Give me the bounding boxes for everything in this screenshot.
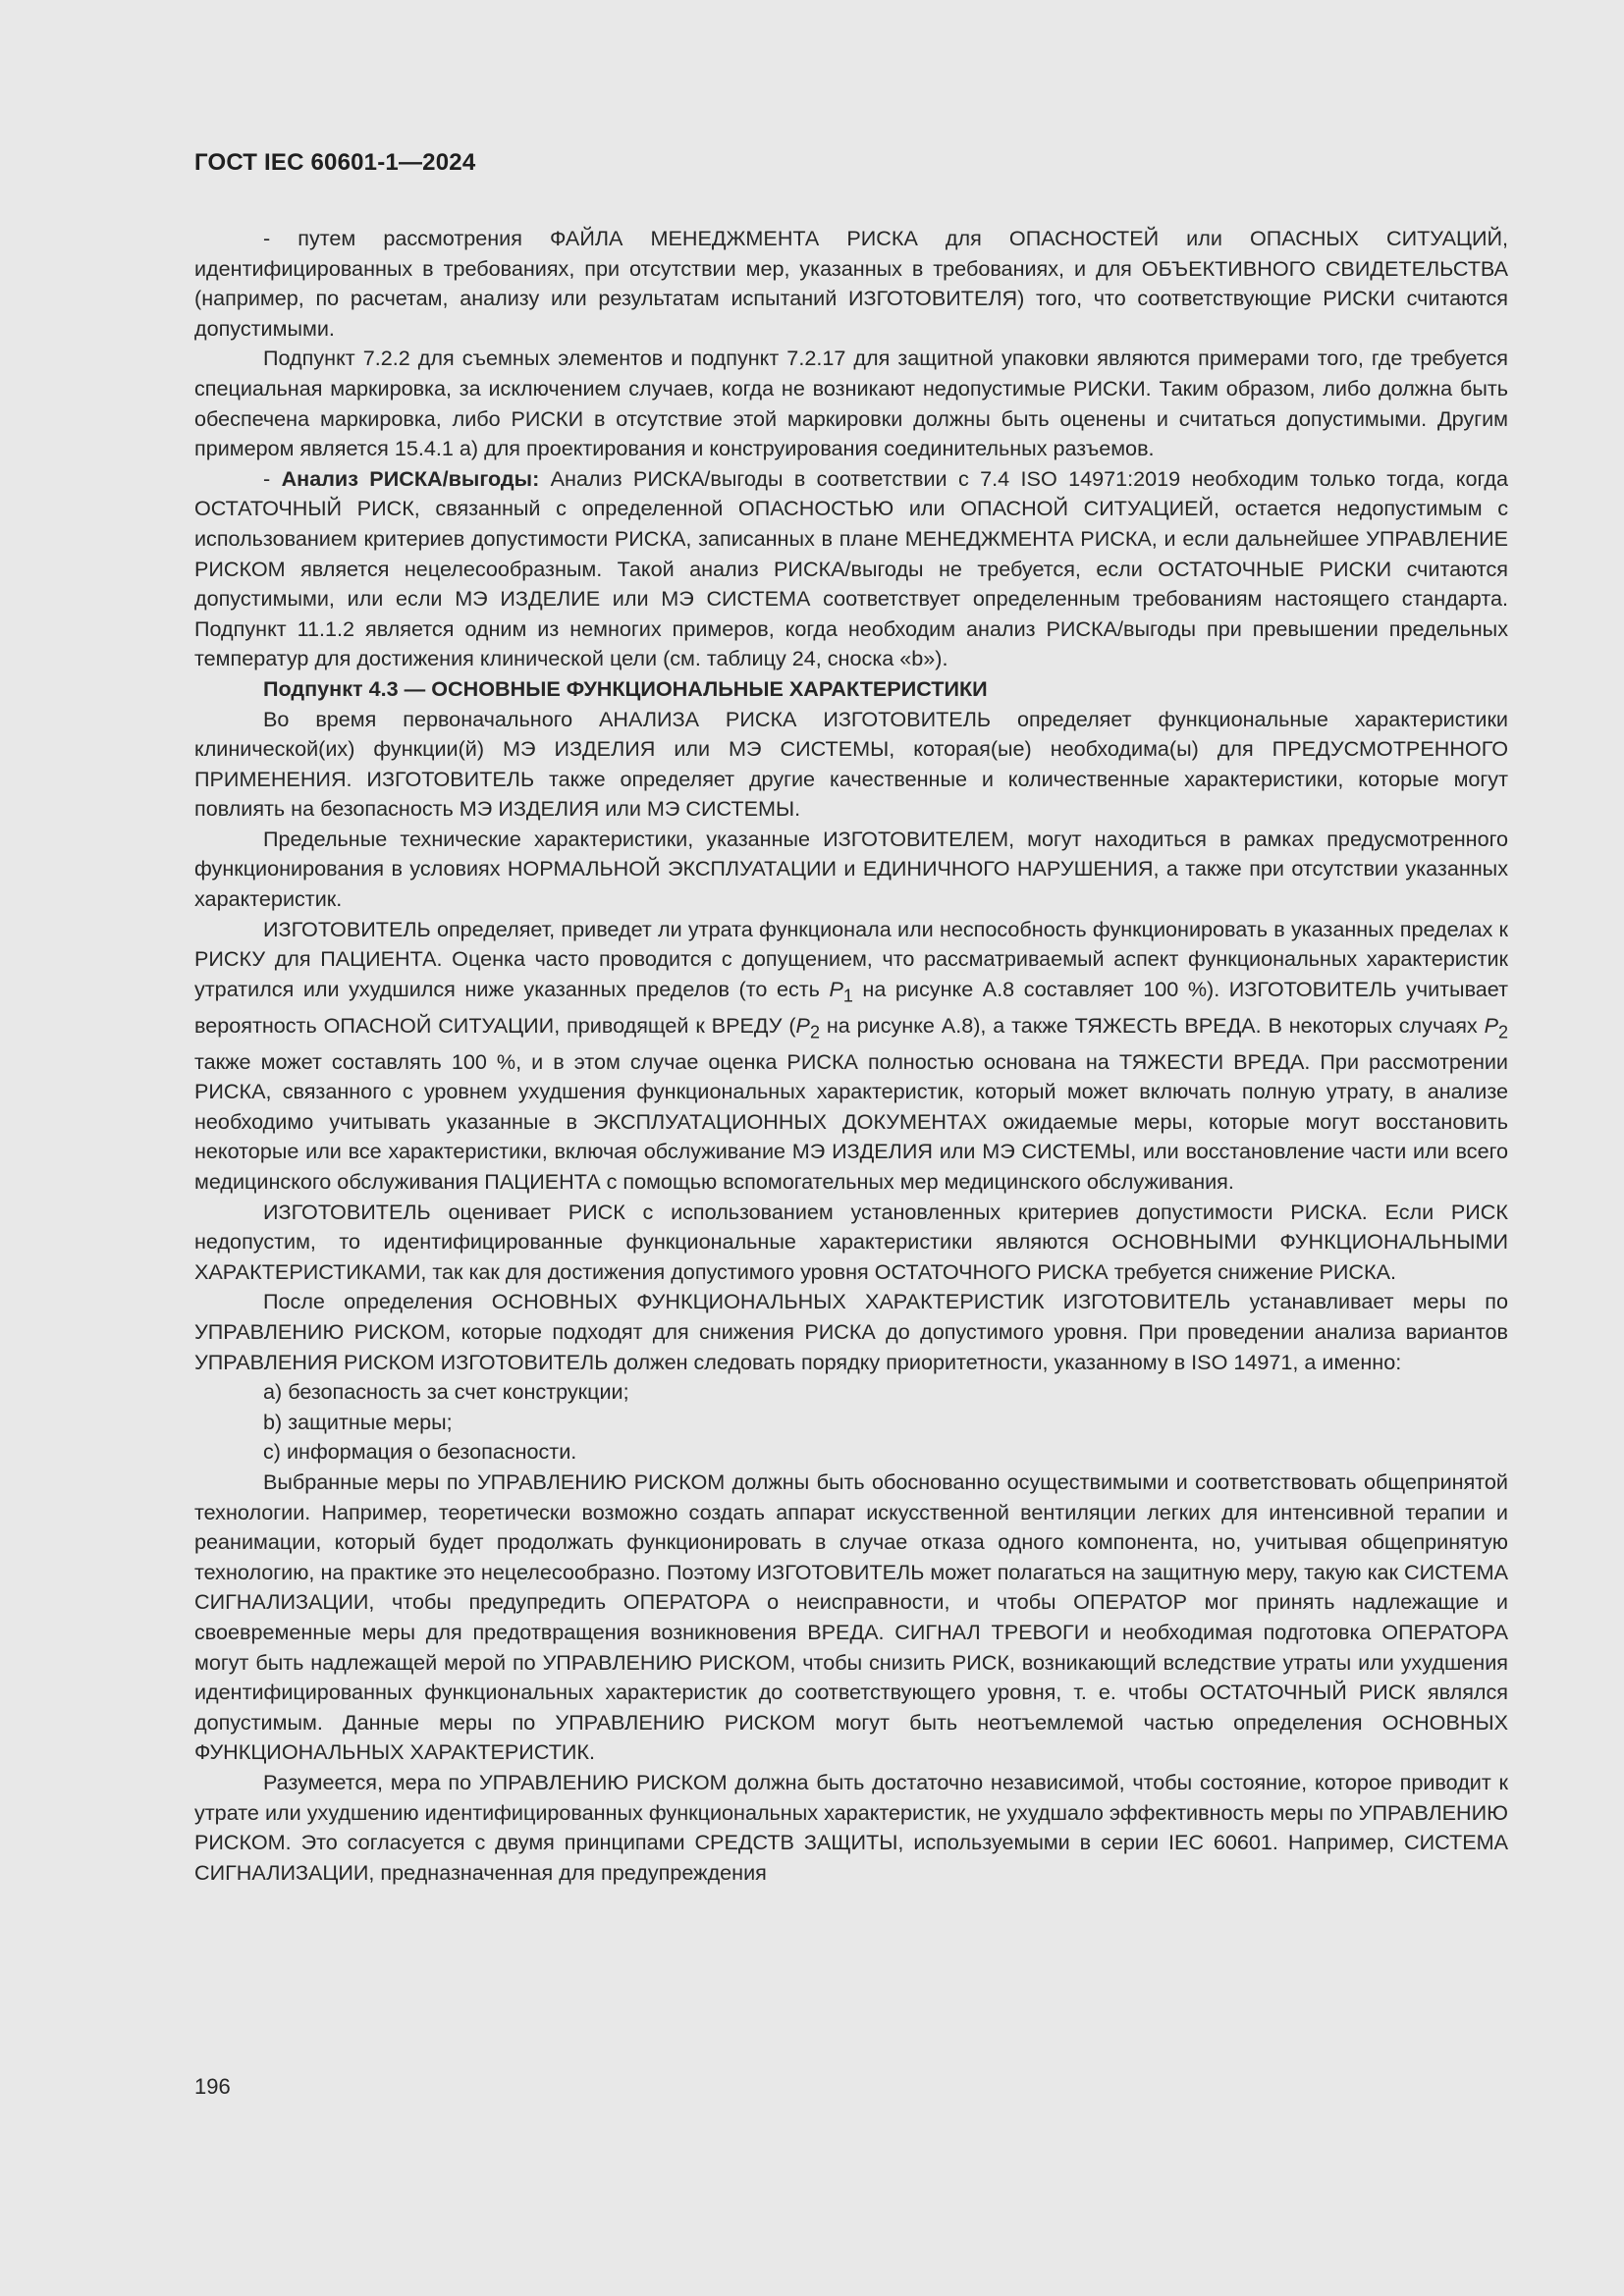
document-header: ГОСТ IEC 60601-1—2024 [194, 149, 476, 176]
paragraph: Подпункт 7.2.2 для съемных элементов и подпункт 7.2.17 для защитной упаковки являются примерами того, где требуется специальная маркировка, за исключением случаев, когда не возникают недопустимые РИСКИ. Таким образом, либо должна быть обеспечена маркировка, либо РИСКИ в отсутствие этой маркировки должны быть оценены и считаться допустимыми. Другим примером является 15.4.1 а) для проектирования и конструирования соединительных разъемов. [194, 346, 1508, 461]
paragraph: Разумеется, мера по УПРАВЛЕНИЮ РИСКОМ должна быть достаточно независимой, чтобы состояние, которое приводит к утрате или ухудшению идентифицированных функциональных характеристик, не ухудшало эффективность меры по УПРАВЛЕНИЮ РИСКОМ. Это согласуется с двумя принципами СРЕДСТВ ЗАЩИТЫ, используемыми в серии IEC 60601. Например, СИСТЕМА СИГНАЛИЗАЦИИ, предназначенная для предупреждения [194, 1769, 1508, 1885]
paragraph: Выбранные меры по УПРАВЛЕНИЮ РИСКОМ должны быть обоснованно осуществимыми и соответствовать общепринятой технологии. Например, теоретически возможно создать аппарат искусственной вентиляции легких для интенсивной терапии и реанимации, который будет продолжать функционировать в случае отказа одного компонента, но, учитывая общепринятую технологию, на практике это нецелесообразно. Поэтому ИЗГОТОВИТЕЛЬ может полагаться на защитную меру, такую как СИСТЕМА СИГНАЛИЗАЦИИ, чтобы предупредить ОПЕРАТОРА о неисправности, и чтобы ОПЕРАТОР мог принять надлежащие и своевременные меры для предотвращения возникновения ВРЕДА. СИГНАЛ ТРЕВОГИ и необходимая подготовка ОПЕРАТОРА могут быть надлежащей мерой по УПРАВЛЕНИЮ РИСКОМ, чтобы снизить РИСК, возникающий вследствие утраты или ухудшения идентифицированных функциональных характеристик до соответствующего уровня, т. е. чтобы ОСТАТОЧНЫЙ РИСК являлся допустимым. Данные меры по УПРАВЛЕНИЮ РИСКОМ могут быть неотъемлемой частью определения ОСНОВНЫХ ФУНКЦИОНАЛЬНЫХ ХАРАКТЕРИСТИК. [194, 1468, 1508, 1765]
paragraph-text: на рисунке А.8), а также ТЯЖЕСТЬ ВРЕДА. В некоторых случаях [819, 1012, 1485, 1038]
list-item: b) защитные меры; [263, 1409, 453, 1434]
paragraph: После определения ОСНОВНЫХ ФУНКЦИОНАЛЬНЫХ ХАРАКТЕРИСТИК ИЗГОТОВИТЕЛЬ устанавливает меры по УПРАВЛЕНИЮ РИСКОМ, которые подходят для снижения РИСКА до допустимого уровня. При проведении анализа вариантов УПРАВЛЕНИЯ РИСКОМ ИЗГОТОВИТЕЛЬ должен следовать порядку приоритетности, указанному в ISO 14971, а именно: [194, 1289, 1508, 1374]
paragraph [194, 915, 1508, 1198]
subscript: 1 [842, 986, 853, 1006]
paragraph-text: ИЗГОТОВИТЕЛЬ определяет, приведет ли утрата функционала или неспособность функционировать в указанных пределах к РИСКУ для ПАЦИЕНТА. Оценка часто проводится с допущением, что рассматриваемый аспект функциональных характеристик утратился или ухудшился ниже указанных пределов (то есть [194, 916, 1508, 1001]
paragraph-text: также может составлять 100 %, и в этом случае оценка РИСКА полностью основана на ТЯЖЕСТИ ВРЕДА. При рассмотрении РИСКА, связанного с уровнем ухудшения функциональных характеристик, который может включать полную утрату, в анализе необходимо учитывать указанные в ЭКСПЛУАТАЦИОННЫХ ДОКУМЕНТАХ ожидаемые меры, которые могут восстановить некоторые или все характеристики, включая обслуживание МЭ ИЗДЕЛИЯ или МЭ СИСТЕМЫ, или восстановление части или всего медицинского обслуживания ПАЦИЕНТА с помощью вспомогательных мер медицинского обслуживания. [194, 1048, 1508, 1195]
list-dash: - [263, 465, 282, 491]
list-item: a) безопасность за счет конструкции; [263, 1379, 629, 1405]
paragraph: Предельные технические характеристики, указанные ИЗГОТОВИТЕЛЕМ, могут находиться в рамках предусмотренного функционирования в условиях НОРМАЛЬНОЙ ЭКСПЛУАТАЦИИ и ЕДИНИЧНОГО НАРУШЕНИЯ, а также при отсутствии указанных характеристик. [194, 826, 1508, 912]
paragraph-text: на рисунке А.8 составляет 100 %). ИЗГОТОВИТЕЛЬ учитывает вероятность ОПАСНОЙ СИТУАЦИИ, приводящей к ВРЕДУ ( [194, 976, 1508, 1038]
page-number: 196 [194, 2074, 231, 2099]
variable-p: P [829, 976, 843, 1001]
section-heading-text: Подпункт 4.3 — ОСНОВНЫЕ ФУНКЦИОНАЛЬНЫЕ ХАРАКТЕРИСТИКИ [263, 675, 988, 701]
variable-p: P [1484, 1012, 1498, 1038]
list-item: c) информация о безопасности. [263, 1439, 577, 1465]
subscript: 2 [809, 1022, 820, 1042]
section-heading [194, 674, 1508, 705]
variable-p: P [795, 1012, 810, 1038]
subscript: 2 [1497, 1022, 1508, 1042]
paragraph-text: Анализ РИСКА/выгоды в соответствии с 7.4 ISO 14971:2019 необходим только тогда, когда ОСТАТОЧНЫЙ РИСК, связанный с определенной ОПАСНОСТЬЮ или ОПАСНОЙ СИТУАЦИЕЙ, остается недопустимым с использованием критериев допустимости РИСКА, записанных в плане МЕНЕДЖМЕНТА РИСКА, и если дальнейшее УПРАВЛЕНИЕ РИСКОМ является нецелесообразным. Такой анализ РИСКА/выгоды не требуется, если ОСТАТОЧНЫЕ РИСКИ считаются допустимыми, или если МЭ ИЗДЕЛИЕ или МЭ СИСТЕМА соответствует определенным требованиям настоящего стандарта. Подпункт 11.1.2 является одним из немногих примеров, когда необходим анализ РИСКА/выгоды при превышении предельных температур для достижения клинической цели (см. таблицу 24, сноска «b»). [194, 465, 1508, 671]
paragraph [194, 464, 1508, 674]
document-body [194, 224, 1508, 1888]
bold-term: Анализ РИСКА/выгоды: [281, 465, 540, 491]
paragraph: - путем рассмотрения ФАЙЛА МЕНЕДЖМЕНТА РИСКА для ОПАСНОСТЕЙ или ОПАСНЫХ СИТУАЦИЙ, идентифицированных в требованиях, при отсутствии мер, указанных в требованиях, и для ОБЪЕКТИВНОГО СВИДЕТЕЛЬСТВА (например, по расчетам, анализу или результатам испытаний ИЗГОТОВИТЕЛЯ) того, что соответствующие РИСКИ считаются допустимыми. [194, 226, 1508, 341]
paragraph: ИЗГОТОВИТЕЛЬ оценивает РИСК с использованием установленных критериев допустимости РИСКА. Если РИСК недопустим, то идентифицированные функциональные характеристики являются ОСНОВНЫМИ ФУНКЦИОНАЛЬНЫМИ ХАРАКТЕРИСТИКАМИ, так как для достижения допустимого уровня ОСТАТОЧНОГО РИСКА требуется снижение РИСКА. [194, 1199, 1508, 1284]
paragraph: Во время первоначального АНАЛИЗА РИСКА ИЗГОТОВИТЕЛЬ определяет функциональные характеристики клинической(их) функции(й) МЭ ИЗДЕЛИЯ или МЭ СИСТЕМЫ, которая(ые) необходима(ы) для ПРЕДУСМОТРЕННОГО ПРИМЕНЕНИЯ. ИЗГОТОВИТЕЛЬ также определяет другие качественные и количественные характеристики, которые могут повлиять на безопасность МЭ ИЗДЕЛИЯ или МЭ СИСТЕМЫ. [194, 706, 1508, 822]
